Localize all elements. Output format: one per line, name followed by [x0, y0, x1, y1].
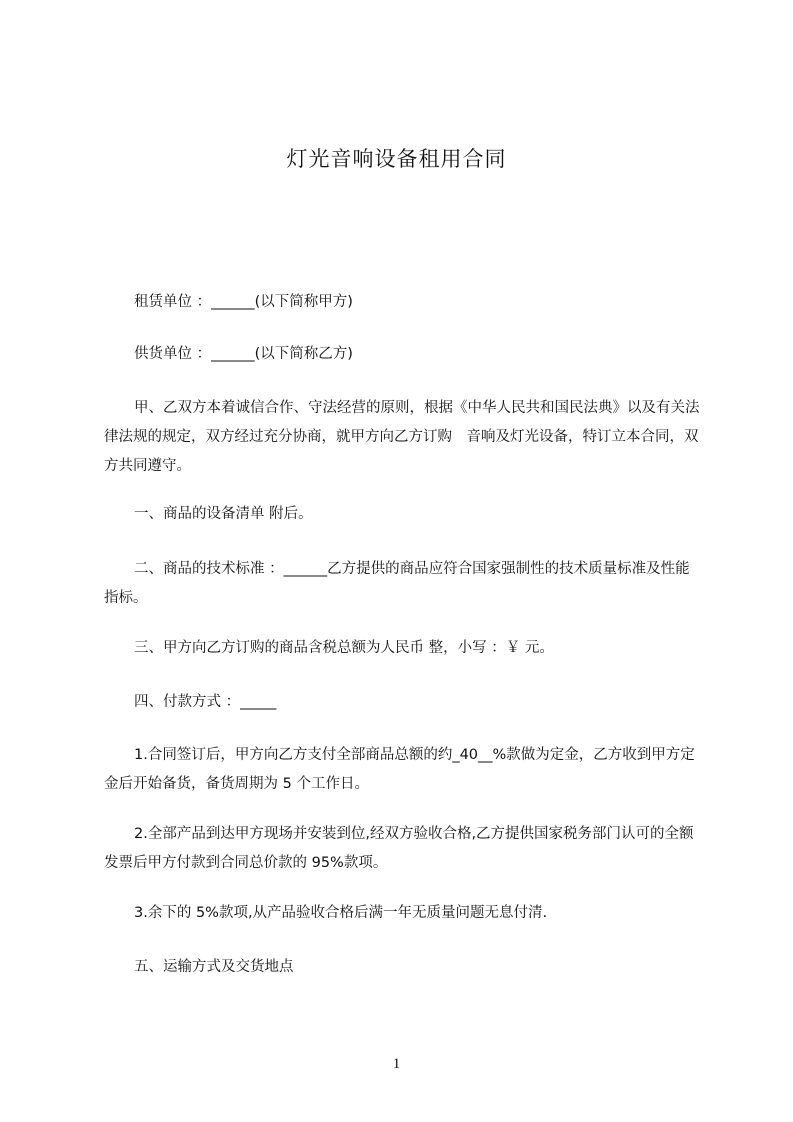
clause-4-payment-method: 四、付款方式 ：_____	[134, 694, 277, 710]
supplier-line: 供货单位 ：______(以下简称乙方)	[134, 346, 353, 362]
payment-item-1: 1.合同签订后，甲方向乙方支付全部商品总额的约_40__%款做为定金，乙方收到甲方定金后开始备货，备货周期为 5 个工作日。	[104, 747, 695, 792]
lessee-line: 租赁单位 ：______(以下简称甲方)	[134, 294, 353, 310]
payment-item-2: 2.全部产品到达甲方现场并安装到位,经双方验收合格,乙方提供国家税务部门认可的全额发票后甲方付款到合同总价款的 95%款项。	[104, 826, 694, 871]
clause-3-total-amount: 三、甲方向乙方订购的商品含税总额为人民币 整，小写 ：￥ 元。	[134, 640, 554, 656]
clause-1-equipment-list: 一、商品的设备清单 附后。	[134, 506, 313, 522]
clause-2-technical-standard: 二、商品的技术标准 ：______乙方提供的商品应符合国家强制性的技术质量标准及性能指标。	[104, 561, 690, 606]
preamble-paragraph: 甲、乙双方本着诚信合作、守法经营的原则，根据《中华人民共和国民法典》以及有关法律法规的规定，双方经过充分协商，就甲方向乙方订购 音响及灯光设备，特订立本合同，双方共同遵守。	[104, 400, 700, 474]
contract-title: 灯光音响设备租用合同	[286, 147, 507, 171]
payment-item-3: 3.余下的 5%款项,从产品验收合格后满一年无质量问题无息付清.	[134, 905, 548, 921]
page-number: 1	[392, 1056, 401, 1072]
clause-5-transport-delivery: 五、运输方式及交货地点	[134, 959, 294, 975]
